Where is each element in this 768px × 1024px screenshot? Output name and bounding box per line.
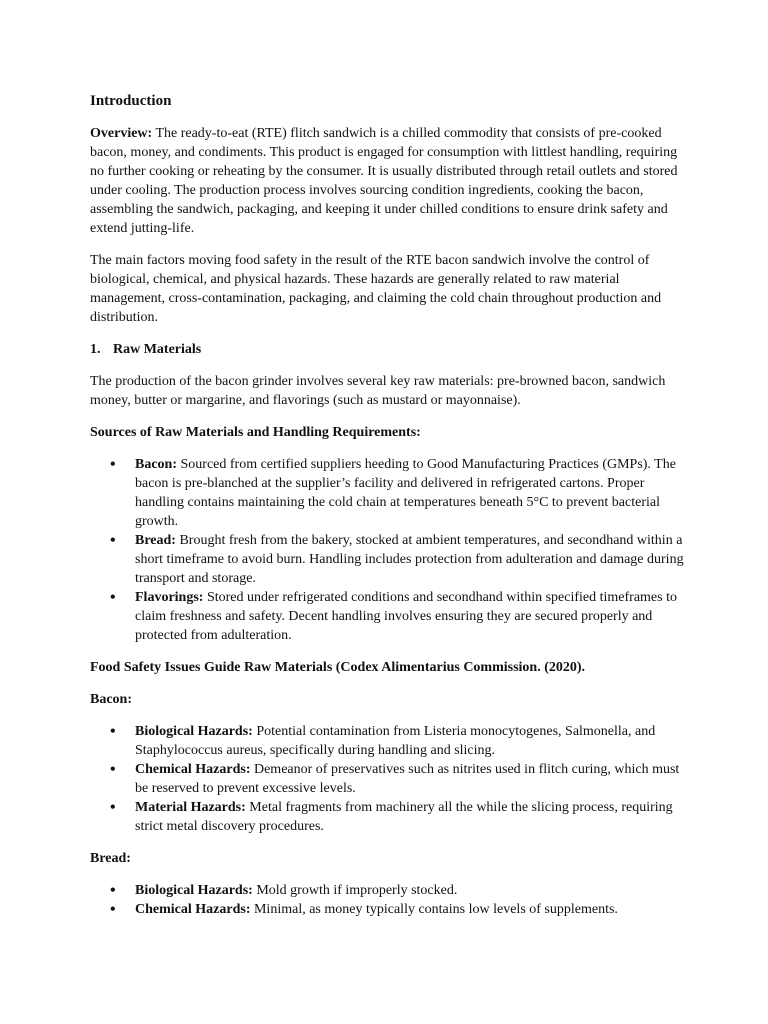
overview-label: Overview: xyxy=(90,126,153,141)
item-text: Mold growth if improperly stocked. xyxy=(252,883,458,898)
list-item xyxy=(90,588,686,645)
section-heading-raw-materials xyxy=(90,340,686,359)
overview-paragraph xyxy=(90,124,686,238)
item-label: Bread: xyxy=(135,533,176,548)
list-item xyxy=(90,881,686,900)
list-item xyxy=(90,900,686,919)
item-text: Minimal, as money typically contains low levels of supplements. xyxy=(250,902,618,917)
bacon-hazards-list xyxy=(90,722,686,836)
item-label: Flavorings: xyxy=(135,590,204,605)
overview-text: The ready-to-eat (RTE) flitch sandwich is a chilled commodity that consists of pre-cooked bacon, money, and condiments. This product is engaged for consumption with littlest handling, requiring no further cooking or reheating by the consumer. It is usually distributed through retail outlets and stored under cooling. The production process involves sourcing condition ingredients, cooking the bacon, assembling the sandwich, packaging, and keeping it under chilled conditions to ensure drink safety and extend jutting-life. xyxy=(90,126,678,236)
list-item xyxy=(90,455,686,531)
sources-heading: Sources of Raw Materials and Handling Requirements: xyxy=(90,425,421,440)
item-label: Chemical Hazards: xyxy=(135,902,251,917)
item-label: Biological Hazards: xyxy=(135,883,253,898)
list-item xyxy=(90,760,686,798)
item-label: Biological Hazards: xyxy=(135,724,253,739)
item-label: Material Hazards: xyxy=(135,800,246,815)
page-title: Introduction xyxy=(90,93,172,109)
sources-list xyxy=(90,455,686,645)
list-item xyxy=(90,722,686,760)
bacon-heading: Bacon: xyxy=(90,692,132,707)
item-label: Chemical Hazards: xyxy=(135,762,251,777)
item-text: Potential contamination from Listeria monocytogenes, Salmonella, and Staphylococcus aureus, specifically during handling and slicing. xyxy=(135,724,656,758)
section-number: 1. xyxy=(90,342,101,357)
list-item xyxy=(90,531,686,588)
document-body xyxy=(90,92,686,932)
section-title: Raw Materials xyxy=(113,342,202,357)
list-item xyxy=(90,798,686,836)
bread-heading: Bread: xyxy=(90,851,131,866)
bread-hazards-list xyxy=(90,881,686,919)
item-text: Brought fresh from the bakery, stocked at ambient temperatures, and secondhand within a short timeframe to avoid burn. Handling includes protection from adulteration and damage during transport and storage. xyxy=(135,533,684,586)
issues-heading: Food Safety Issues Guide Raw Materials (Codex Alimentarius Commission. (2020). xyxy=(90,660,586,675)
item-text: Stored under refrigerated conditions and secondhand within specified timeframes to claim freshness and safety. Decent handling involves ensuring they are secured properly and protected from adulteration. xyxy=(135,590,677,643)
item-text: Sourced from certified suppliers heeding to Good Manufacturing Practices (GMPs). The bacon is pre-blanched at the supplier’s facility and delivered in refrigerated cartons. Proper handling contains maintaining the cold chain at temperatures beneath 5°C to prevent bacterial growth. xyxy=(135,457,676,529)
factors-paragraph: The main factors moving food safety in the result of the RTE bacon sandwich involve the control of biological, chemical, and physical hazards. These hazards are generally related to raw material management, cross-contamination, packaging, and claiming the cold chain throughout production and distribution. xyxy=(90,253,662,325)
item-text: Demeanor of preservatives such as nitrites used in flitch curing, which must be reserved to prevent excessive levels. xyxy=(135,762,680,796)
item-label: Bacon: xyxy=(135,457,177,472)
item-text: Metal fragments from machinery all the while the slicing process, requiring strict metal discovery procedures. xyxy=(135,800,673,834)
raw-materials-intro: The production of the bacon grinder involves several key raw materials: pre-browned bacon, sandwich money, butter or margarine, and flavorings (such as mustard or mayonnaise). xyxy=(90,374,666,408)
